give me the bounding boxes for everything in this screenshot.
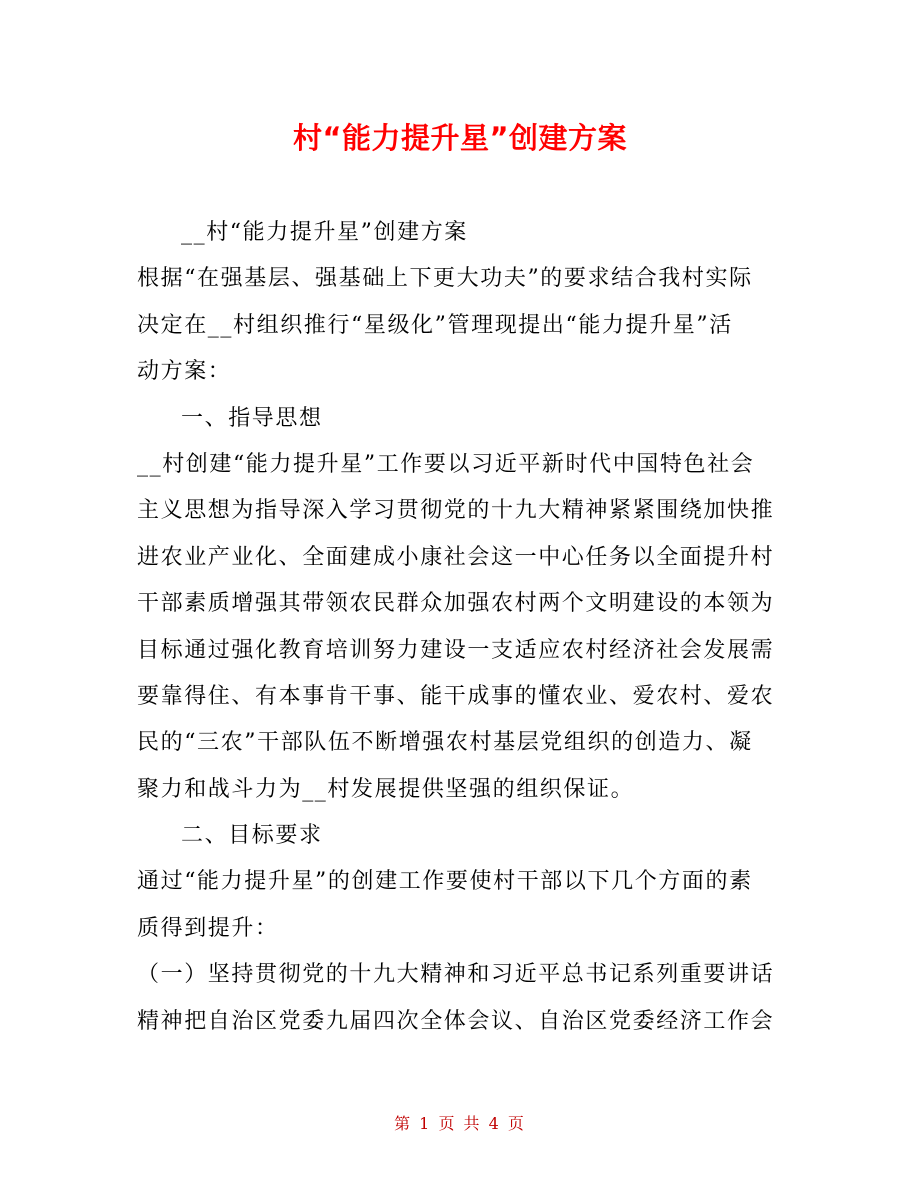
paragraph-line: 干部素质增强其带领农民群众加强农村两个文明建设的本领为 xyxy=(137,591,775,617)
paragraph-line: __村创建“能力提升星”工作要以习近平新时代中国特色社会 xyxy=(137,451,755,477)
paragraph-line: 要靠得住、有本事肯干事、能干成事的懂农业、爱农村、爱农 xyxy=(137,683,775,709)
paragraph-line: 动方案： xyxy=(137,359,232,385)
paragraph-line: 进农业产业化、全面建成小康社会这一中心任务以全面提升村 xyxy=(137,544,775,570)
paragraph-line: 精神把自治区党委九届四次全体会议、自治区党委经济工作会 xyxy=(137,1008,775,1034)
section-heading: 二、目标要求 xyxy=(181,823,323,849)
document-body xyxy=(137,210,787,1045)
paragraph-line: 主义思想为指导深入学习贯彻党的十九大精神紧紧围绕加快推 xyxy=(137,498,775,524)
paragraph-line: 根据“在强基层、强基础上下更大功夫”的要求结合我村实际 xyxy=(137,266,753,292)
paragraph-line: 聚力和战斗力为__村发展提供坚强的组织保证。 xyxy=(137,776,635,802)
paragraph-line: （一）坚持贯彻党的十九大精神和习近平总书记系列重要讲话 xyxy=(137,962,775,988)
paragraph-line: 民的“三农”干部队伍不断增强农村基层党组织的创造力、凝 xyxy=(137,730,753,756)
paragraph-line: 决定在__村组织推行“星级化”管理现提出“能力提升星”活 xyxy=(137,312,733,338)
document-title: 村“能力提升星”创建方案 xyxy=(292,121,628,155)
page-number-footer: 第 1 页 共 4 页 xyxy=(394,1114,526,1133)
section-heading: 一、指导思想 xyxy=(181,405,323,431)
paragraph-line: __村“能力提升星”创建方案 xyxy=(181,220,468,245)
paragraph-line: 通过“能力提升星”的创建工作要使村干部以下几个方面的素 xyxy=(137,869,753,895)
paragraph-line: 目标通过强化教育培训努力建设一支适应农村经济社会发展需 xyxy=(137,637,775,663)
paragraph-line: 质得到提升： xyxy=(137,915,279,941)
